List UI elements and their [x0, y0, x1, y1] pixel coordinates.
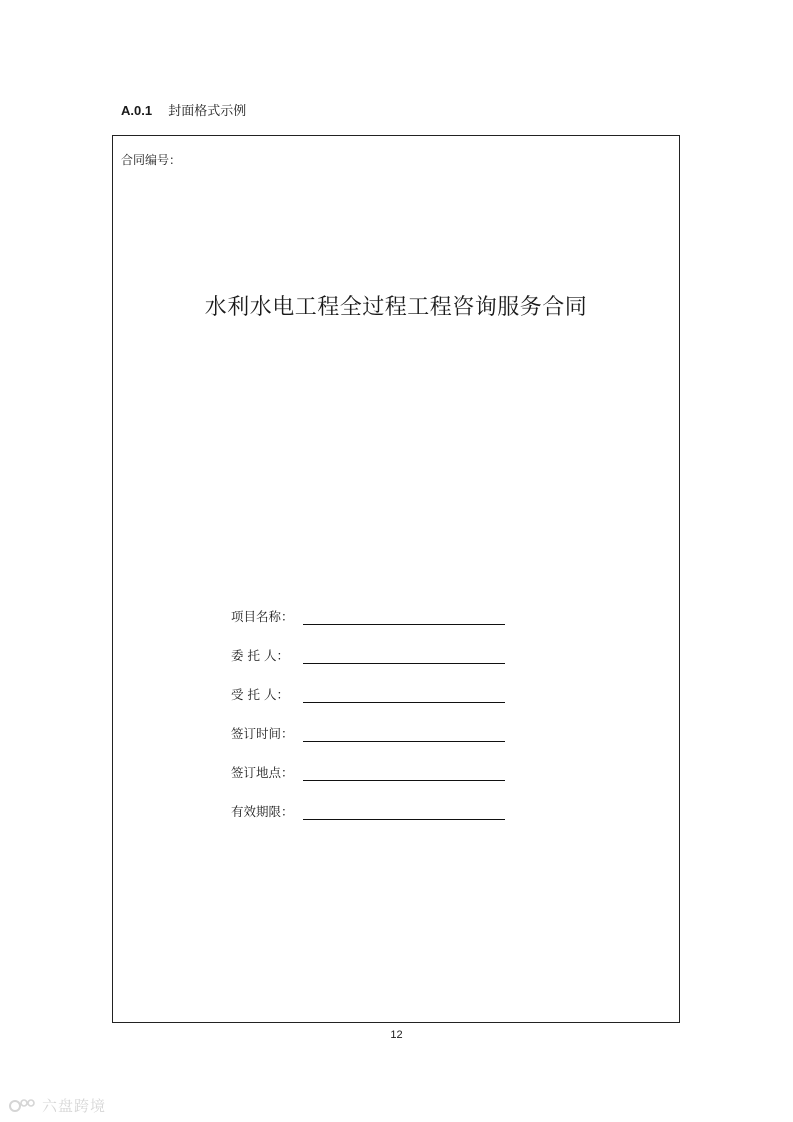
section-number: A.0.1 — [121, 103, 153, 118]
field-consultant — [231, 664, 521, 703]
field-validity-period — [231, 781, 521, 820]
field-label: 有效期限： — [231, 804, 294, 819]
field-label: 受 托 人： — [231, 687, 289, 702]
field-underline — [303, 610, 505, 625]
field-label: 委 托 人： — [231, 648, 289, 663]
field-client — [231, 625, 521, 664]
field-underline — [303, 766, 505, 781]
field-signing-date — [231, 703, 521, 742]
watermark — [8, 1095, 106, 1116]
cover-frame — [112, 135, 680, 1023]
watermark-logo-icon — [8, 1096, 38, 1116]
field-underline — [303, 805, 505, 820]
field-label: 签订地点： — [231, 765, 294, 780]
contract-title: 水利水电工程全过程工程咨询服务合同 — [204, 295, 588, 320]
section-title: 封面格式示例 — [168, 104, 247, 119]
field-signing-place — [231, 742, 521, 781]
section-heading — [121, 102, 246, 121]
field-underline — [303, 727, 505, 742]
contract-number-label: 合同编号： — [121, 153, 182, 167]
field-underline — [303, 688, 505, 703]
cover-field-list — [231, 586, 521, 820]
watermark-text: 六盘跨境 — [42, 1097, 107, 1115]
field-underline — [303, 649, 505, 664]
page-number: 12 — [390, 1029, 403, 1041]
field-label: 签订时间： — [231, 726, 294, 741]
field-project-name — [231, 586, 521, 625]
field-label: 项目名称： — [231, 609, 294, 624]
